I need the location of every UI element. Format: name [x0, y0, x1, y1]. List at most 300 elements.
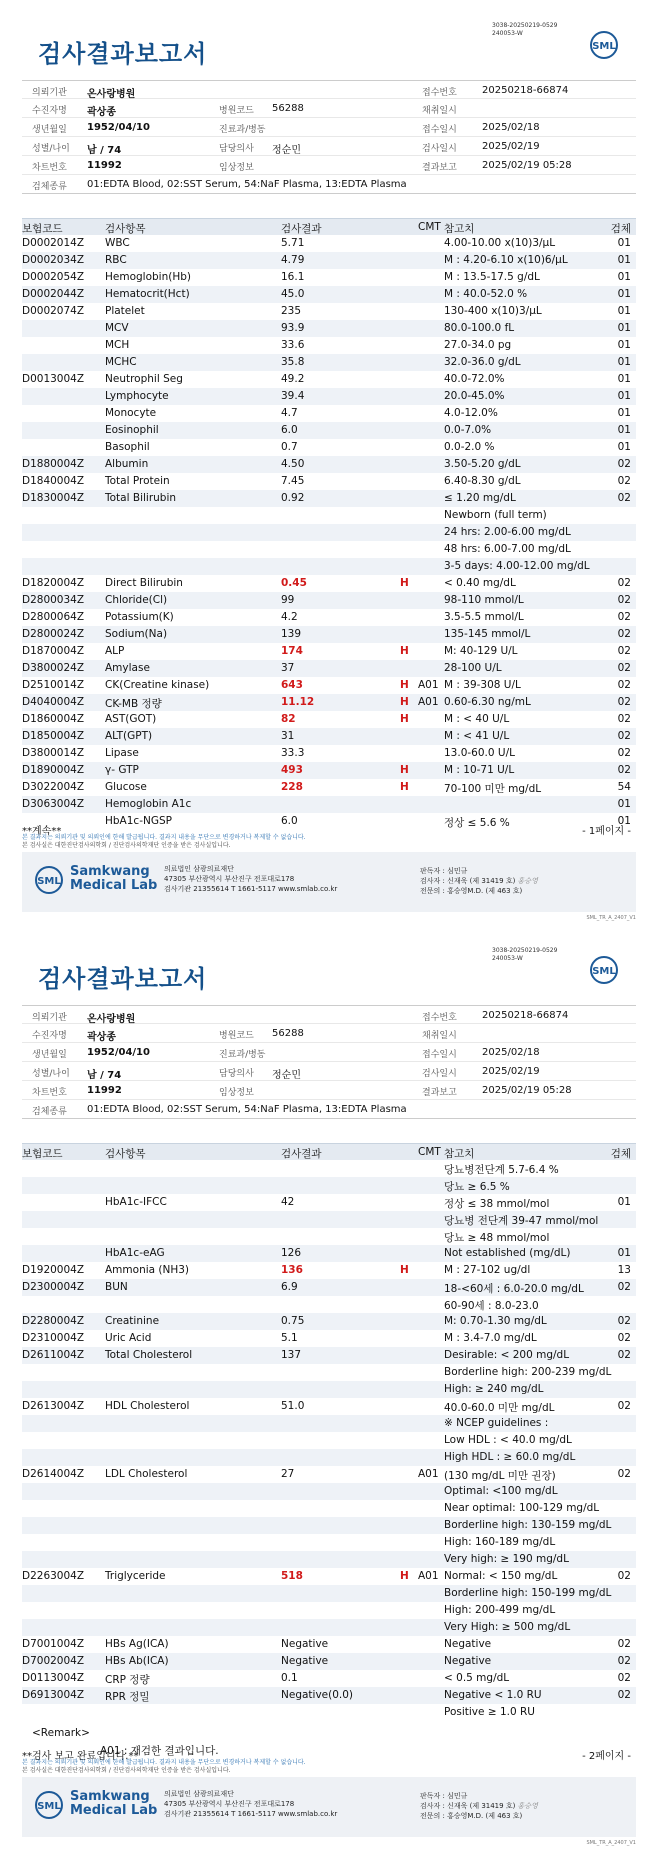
- patient-info: 의뢰기관 온사랑병원 접수번호 20250218-66874 수진자명 곽상종 병원코드 56288 채취일시 생년월일 1952/04/10 진료과/병동 접수일시 2025/02/18 성별/나이 남 / 74 담당의사 정순민 검사일시 2025/02/19 차트번호 11992 임상정보 결과보고 2025/02/19 05:28 검체종류 01:EDTA Blood, 02:SST Serum, 54:NaF Plasma, 13:EDTA Plasma: [22, 80, 636, 194]
- item-cell: HDL Cholesterol: [105, 1400, 190, 1412]
- ref-cell: High: 200-499 mg/dL: [444, 1604, 556, 1616]
- svg-text:SML: SML: [592, 966, 616, 977]
- result-cell: 33.6: [281, 339, 305, 351]
- item-cell: Chloride(Cl): [105, 594, 168, 606]
- item-cell: HBs Ab(ICA): [105, 1655, 169, 1667]
- item-cell: BUN: [105, 1281, 128, 1293]
- table-row: [22, 575, 636, 592]
- item-cell: Direct Bilirubin: [105, 577, 183, 589]
- table-row: [22, 456, 636, 473]
- sml-logo-icon: [589, 30, 619, 60]
- result-cell: 493: [281, 764, 303, 776]
- ref-cell: High: 160-189 mg/dL: [444, 1536, 556, 1548]
- table-row: [22, 354, 636, 371]
- result-cell: 5.71: [281, 237, 305, 249]
- code-cell: D1820004Z: [22, 577, 85, 589]
- table-row: [22, 558, 636, 575]
- flag-cell: H: [400, 696, 409, 708]
- table-row: [22, 1228, 636, 1245]
- ref-cell: High: ≥ 240 mg/dL: [444, 1383, 544, 1395]
- table-row: [22, 1398, 636, 1415]
- cmt-cell: A01: [418, 1570, 439, 1582]
- cmt-cell: A01: [418, 679, 439, 691]
- table-row: [22, 388, 636, 405]
- spec-cell: 01: [617, 254, 631, 266]
- result-cell: 518: [281, 1570, 303, 1582]
- flag-cell: H: [400, 713, 409, 725]
- spec-cell: 02: [617, 645, 631, 657]
- table-row: [22, 1364, 636, 1381]
- ref-cell: Very high: ≥ 190 mg/dL: [444, 1553, 569, 1565]
- table-header: 보험코드 검사항목 검사결과 CMT 참고치 검체: [22, 1143, 636, 1160]
- spec-cell: 02: [617, 611, 631, 623]
- form-code: SML_TR_A_2407_V1: [586, 1840, 636, 1846]
- ref-cell: 정상 ≤ 38 mmol/mol: [444, 1198, 550, 1210]
- item-cell: Monocyte: [105, 407, 157, 419]
- code-cell: D7001004Z: [22, 1638, 85, 1650]
- svg-text:SML: SML: [37, 1801, 61, 1812]
- spec-cell: 01: [617, 424, 631, 436]
- table-row: [22, 269, 636, 286]
- ref-cell: Newborn (full term): [444, 509, 547, 521]
- item-cell: Platelet: [105, 305, 145, 317]
- spec-cell: 02: [617, 662, 631, 674]
- lab-footer: [22, 852, 636, 912]
- ref-cell: M: 0.70-1.30 mg/dL: [444, 1315, 547, 1327]
- code-cell: D0113004Z: [22, 1672, 85, 1684]
- spec-cell: 02: [617, 679, 631, 691]
- ref-cell: 4.00-10.00 x(10)3/µL: [444, 237, 556, 249]
- result-cell: 174: [281, 645, 303, 657]
- flag-cell: H: [400, 1264, 409, 1276]
- spec-cell: 01: [617, 1196, 631, 1208]
- code-cell: D0002014Z: [22, 237, 85, 249]
- code-cell: D1830004Z: [22, 492, 85, 504]
- flag-cell: H: [400, 645, 409, 657]
- ref-cell: ※ NCEP guidelines :: [444, 1417, 549, 1429]
- item-cell: MCH: [105, 339, 130, 351]
- ref-cell: Near optimal: 100-129 mg/dL: [444, 1502, 600, 1514]
- table-row: [22, 1551, 636, 1568]
- ref-cell: Borderline high: 150-199 mg/dL: [444, 1587, 612, 1599]
- item-cell: Glucose: [105, 781, 147, 793]
- table-row: [22, 592, 636, 609]
- table-row: [22, 320, 636, 337]
- ref-cell: 당뇨 ≥ 48 mmol/mol: [444, 1232, 550, 1244]
- ref-cell: 당뇨병 전단계 39-47 mmol/mol: [444, 1215, 599, 1227]
- ref-cell: 6.40-8.30 g/dL: [444, 475, 521, 487]
- ref-cell: 20.0-45.0%: [444, 390, 505, 402]
- code-cell: D2614004Z: [22, 1468, 85, 1480]
- result-cell: 0.1: [281, 1672, 298, 1684]
- code-cell: D1880004Z: [22, 458, 85, 470]
- ref-cell: 3-5 days: 4.00-12.00 mg/dL: [444, 560, 590, 572]
- document-id: 3038-20250219-0529 240053-W: [492, 22, 558, 37]
- item-cell: LDL Cholesterol: [105, 1468, 188, 1480]
- sex-age-value: 남 / 74: [87, 145, 122, 156]
- result-cell: 235: [281, 305, 302, 317]
- spec-cell: 02: [617, 492, 631, 504]
- table-row: [22, 694, 636, 711]
- ref-cell: 48 hrs: 6.00-7.00 mg/dL: [444, 543, 571, 555]
- ref-cell: Negative: [444, 1655, 492, 1667]
- report-date: 2025/02/19 05:28: [482, 160, 572, 171]
- table-row: [22, 252, 636, 269]
- ref-cell: M : 27-102 ug/dl: [444, 1264, 531, 1276]
- ref-cell: 32.0-36.0 g/dL: [444, 356, 521, 368]
- result-cell: 27: [281, 1468, 295, 1480]
- table-row: [22, 405, 636, 422]
- result-cell: 31: [281, 730, 295, 742]
- ref-cell: M : 13.5-17.5 g/dL: [444, 271, 540, 283]
- table-row: [22, 643, 636, 660]
- spec-cell: 02: [617, 577, 631, 589]
- table-row: [22, 303, 636, 320]
- sml-footer-logo-icon: [34, 1790, 64, 1820]
- spec-cell: 01: [617, 798, 631, 810]
- item-cell: MCV: [105, 322, 129, 334]
- table-row: [22, 1534, 636, 1551]
- item-cell: Albumin: [105, 458, 149, 470]
- ref-cell: High HDL : ≥ 60.0 mg/dL: [444, 1451, 576, 1463]
- remark-label: <Remark>: [32, 1727, 90, 1739]
- item-cell: ALP: [105, 645, 125, 657]
- spec-cell: 02: [617, 1689, 631, 1701]
- client-value: 온사랑병원: [87, 89, 136, 100]
- ref-cell: M : 3.4-7.0 mg/dL: [444, 1332, 537, 1344]
- item-cell: γ- GTP: [105, 764, 139, 776]
- lab-name: Samkwang Medical Lab: [70, 864, 158, 893]
- item-cell: HBs Ag(ICA): [105, 1638, 169, 1650]
- ref-cell: 135-145 mmol/L: [444, 628, 531, 640]
- item-cell: RBC: [105, 254, 127, 266]
- table-row: [22, 1330, 636, 1347]
- code-cell: D2800024Z: [22, 628, 85, 640]
- spec-cell: 01: [617, 441, 631, 453]
- page-1-footer-text: **계속** - 1페이지 - 본 결과지는 의뢰기관 및 의뢰인에 한해 발급됩니다. 결과지 내용을 무단으로 변경하거나 복제할 수 없습니다. 본 검사실은 대한진단검사의학회 / 진단검사의학재단 인증을 받은 검사실입니다.: [22, 822, 636, 850]
- ref-cell: M : 4.20-6.10 x(10)6/µL: [444, 254, 568, 266]
- spec-cell: 01: [617, 322, 631, 334]
- patient-name: 곽상종: [87, 107, 116, 118]
- ref-cell: 당뇨 ≥ 6.5 %: [444, 1181, 510, 1193]
- table-row: [22, 490, 636, 507]
- spec-cell: 02: [617, 1400, 631, 1412]
- table-row: [22, 1619, 636, 1636]
- spec-cell: 02: [617, 713, 631, 725]
- page-title: 검사결과보고서: [38, 40, 208, 68]
- lab-address: 의료법인 삼광의료재단 47305 부산광역시 부산진구 전포대로178 검사기관 21355614 T 1661-5117 www.smlab.co.kr: [164, 865, 338, 893]
- spec-cell: 01: [617, 339, 631, 351]
- result-cell: 39.4: [281, 390, 305, 402]
- spec-cell: 13: [617, 1264, 631, 1276]
- code-cell: D1860004Z: [22, 713, 85, 725]
- spec-cell: 02: [617, 475, 631, 487]
- result-cell: 0.92: [281, 492, 305, 504]
- table-row: [22, 1279, 636, 1296]
- item-cell: Ammonia (NH3): [105, 1264, 190, 1276]
- result-cell: 136: [281, 1264, 303, 1276]
- lab-address: 의료법인 삼광의료재단 47305 부산광역시 부산진구 전포대로178 검사기관 21355614 T 1661-5117 www.smlab.co.kr: [164, 1790, 338, 1818]
- result-cell: 37: [281, 662, 295, 674]
- spec-cell: 02: [617, 730, 631, 742]
- result-cell: 137: [281, 1349, 302, 1361]
- page-2-footer-text: **검사 보고 완료입니다.** - 2페이지 - 본 결과지는 의뢰기관 및 의뢰인에 한해 발급됩니다. 결과지 내용을 무단으로 변경하거나 복제할 수 없습니다. 본 검사실은 대한진단검사의학회 / 진단검사의학재단 인증을 받은 검사실입니다.: [22, 1747, 636, 1775]
- code-cell: D1890004Z: [22, 764, 85, 776]
- result-cell: 7.45: [281, 475, 305, 487]
- ref-cell: 18-<60세 : 6.0-20.0 mg/dL: [444, 1283, 584, 1295]
- result-cell: Negative: [281, 1655, 329, 1667]
- item-cell: Sodium(Na): [105, 628, 168, 640]
- table-row: [22, 541, 636, 558]
- code-cell: D3800024Z: [22, 662, 85, 674]
- item-cell: CK-MB 정량: [105, 698, 162, 710]
- item-cell: CRP 정량: [105, 1674, 150, 1686]
- cmt-cell: A01: [418, 696, 439, 708]
- result-cell: 4.7: [281, 407, 298, 419]
- spec-cell: 02: [617, 764, 631, 776]
- spec-cell: 02: [617, 1281, 631, 1293]
- code-cell: D1920004Z: [22, 1264, 85, 1276]
- code-cell: D0002044Z: [22, 288, 85, 300]
- table-row: [22, 1432, 636, 1449]
- code-cell: D2280004Z: [22, 1315, 85, 1327]
- sml-footer-logo-icon: [34, 865, 64, 895]
- spec-cell: 02: [617, 594, 631, 606]
- result-cell: 82: [281, 713, 296, 725]
- ref-cell: M : 10-71 U/L: [444, 764, 515, 776]
- table-row: [22, 1670, 636, 1687]
- code-cell: D2613004Z: [22, 1400, 85, 1412]
- code-cell: D6913004Z: [22, 1689, 85, 1701]
- complete-label: **검사 보고 완료입니다.**: [22, 1751, 139, 1762]
- result-cell: 42: [281, 1196, 295, 1208]
- code-cell: D0002074Z: [22, 305, 85, 317]
- chart-number: 11992: [87, 160, 122, 171]
- ref-cell: 0.0-2.0 %: [444, 441, 495, 453]
- table-row: [22, 1347, 636, 1364]
- remark-text: A01 : 재검한 결과입니다.: [100, 1745, 219, 1757]
- doctor-name: 정순민: [272, 145, 301, 156]
- ref-cell: Negative: [444, 1638, 492, 1650]
- item-cell: Hematocrit(Hct): [105, 288, 190, 300]
- spec-cell: 02: [617, 1638, 631, 1650]
- ref-cell: M : 39-308 U/L: [444, 679, 521, 691]
- ref-cell: Low HDL : < 40.0 mg/dL: [444, 1434, 572, 1446]
- spec-cell: 01: [617, 271, 631, 283]
- result-cell: 11.12: [281, 696, 315, 708]
- results-table-1: [22, 218, 636, 830]
- receipt-date: 2025/02/18: [482, 122, 540, 133]
- dob-value: 1952/04/10: [87, 122, 150, 133]
- form-code: SML_TR_A_2407_V1: [586, 915, 636, 921]
- flag-cell: H: [400, 1570, 409, 1582]
- ref-cell: M : 40.0-52.0 %: [444, 288, 528, 300]
- ref-cell: < 0.40 mg/dL: [444, 577, 516, 589]
- code-cell: D2611004Z: [22, 1349, 85, 1361]
- ref-cell: 정상 ≤ 5.6 %: [444, 817, 510, 829]
- flag-cell: H: [400, 781, 409, 793]
- spec-cell: 01: [617, 373, 631, 385]
- table-row: [22, 1245, 636, 1262]
- ref-cell: 27.0-34.0 pg: [444, 339, 512, 351]
- code-cell: D0002054Z: [22, 271, 85, 283]
- item-cell: WBC: [105, 237, 130, 249]
- spec-cell: 01: [617, 390, 631, 402]
- item-cell: RPR 정밀: [105, 1691, 150, 1703]
- table-row: [22, 1449, 636, 1466]
- item-cell: CK(Creatine kinase): [105, 679, 210, 691]
- remark-label-row: [22, 1725, 636, 1741]
- code-cell: D1850004Z: [22, 730, 85, 742]
- table-row: [22, 660, 636, 677]
- table-row: [22, 1381, 636, 1398]
- ref-cell: 70-100 미만 mg/dL: [444, 783, 542, 795]
- item-cell: HbA1c-IFCC: [105, 1196, 167, 1208]
- item-cell: Total Bilirubin: [105, 492, 177, 504]
- result-cell: 99: [281, 594, 295, 606]
- result-cell: 93.9: [281, 322, 305, 334]
- flag-cell: H: [400, 764, 409, 776]
- code-cell: D0002034Z: [22, 254, 85, 266]
- lab-name: Samkwang Medical Lab: [70, 1789, 158, 1818]
- item-cell: AST(GOT): [105, 713, 157, 725]
- page-title: 검사결과보고서: [38, 965, 208, 993]
- document-id: 3038-20250219-0529 240053-W: [492, 947, 558, 962]
- result-cell: 6.0: [281, 815, 298, 827]
- spec-cell: 01: [617, 288, 631, 300]
- table-row: [22, 677, 636, 694]
- ref-cell: Very High: ≥ 500 mg/dL: [444, 1621, 571, 1633]
- spec-cell: 01: [617, 407, 631, 419]
- item-cell: Amylase: [105, 662, 150, 674]
- ref-cell: M : < 40 U/L: [444, 713, 510, 725]
- result-cell: 228: [281, 781, 303, 793]
- result-cell: 643: [281, 679, 303, 691]
- table-row: [22, 745, 636, 762]
- table-row: [22, 286, 636, 303]
- table-row: [22, 1160, 636, 1177]
- item-cell: Creatinine: [105, 1315, 160, 1327]
- flag-cell: H: [400, 679, 409, 691]
- code-cell: D3063004Z: [22, 798, 85, 810]
- ref-cell: 0.0-7.0%: [444, 424, 492, 436]
- item-cell: Total Cholesterol: [105, 1349, 193, 1361]
- table-row: [22, 1415, 636, 1432]
- result-cell: 6.0: [281, 424, 298, 436]
- ref-cell: (130 mg/dL 미만 권장): [444, 1470, 556, 1482]
- code-cell: D1840004Z: [22, 475, 85, 487]
- ref-cell: 당뇨병전단계 5.7-6.4 %: [444, 1164, 559, 1176]
- signature: 홍승영: [517, 1802, 538, 1810]
- code-cell: D2263004Z: [22, 1570, 85, 1582]
- item-cell: Triglyceride: [105, 1570, 166, 1582]
- table-row: [22, 439, 636, 456]
- result-cell: 0.75: [281, 1315, 305, 1327]
- table-row: [22, 1194, 636, 1211]
- table-row: [22, 337, 636, 354]
- code-cell: D1870004Z: [22, 645, 85, 657]
- table-row: [22, 1483, 636, 1500]
- item-cell: MCHC: [105, 356, 137, 368]
- code-cell: D0013004Z: [22, 373, 85, 385]
- table-row: [22, 371, 636, 388]
- spec-cell: 02: [617, 1672, 631, 1684]
- svg-text:SML: SML: [592, 41, 616, 52]
- result-cell: 16.1: [281, 271, 305, 283]
- item-cell: Basophil: [105, 441, 150, 453]
- table-row: [22, 507, 636, 524]
- ref-cell: 80.0-100.0 fL: [444, 322, 515, 334]
- signatures: 판독자 : 심민규 검사자 : 신재욱 (제 31419 호) 홍승영 전문의 : 홍승영M.D. (제 463 호): [420, 1792, 538, 1820]
- table-row: [22, 609, 636, 626]
- spec-cell: 02: [617, 1570, 631, 1582]
- item-cell: Uric Acid: [105, 1332, 152, 1344]
- result-cell: 4.79: [281, 254, 305, 266]
- ref-cell: Borderline high: 200-239 mg/dL: [444, 1366, 612, 1378]
- result-cell: 5.1: [281, 1332, 298, 1344]
- lab-footer: [22, 1777, 636, 1837]
- table-row: [22, 1585, 636, 1602]
- result-cell: 139: [281, 628, 302, 640]
- spec-cell: 02: [617, 747, 631, 759]
- ref-cell: Borderline high: 130-159 mg/dL: [444, 1519, 612, 1531]
- item-cell: Neutrophil Seg: [105, 373, 183, 385]
- table-row: [22, 1687, 636, 1704]
- ref-cell: Not established (mg/dL): [444, 1247, 571, 1259]
- table-row: [22, 1517, 636, 1534]
- hospital-code: 56288: [272, 103, 304, 114]
- result-cell: 35.8: [281, 356, 305, 368]
- ref-cell: < 0.5 mg/dL: [444, 1672, 510, 1684]
- spec-cell: 02: [617, 1468, 631, 1480]
- result-cell: 51.0: [281, 1400, 305, 1412]
- sml-logo-icon: [589, 955, 619, 985]
- spec-cell: 02: [617, 1332, 631, 1344]
- table-row: [22, 1602, 636, 1619]
- specimen-types: 01:EDTA Blood, 02:SST Serum, 54:NaF Plasma, 13:EDTA Plasma: [87, 179, 407, 190]
- spec-cell: 54: [617, 781, 631, 793]
- ref-cell: Positive ≥ 1.0 RU: [444, 1706, 535, 1718]
- result-cell: 4.50: [281, 458, 305, 470]
- table-row: [22, 1296, 636, 1313]
- item-cell: Hemoglobin A1c: [105, 798, 192, 810]
- ref-cell: Optimal: <100 mg/dL: [444, 1485, 558, 1497]
- cmt-cell: A01: [418, 1468, 439, 1480]
- item-cell: Potassium(K): [105, 611, 174, 623]
- result-cell: 33.3: [281, 747, 305, 759]
- ref-cell: 4.0-12.0%: [444, 407, 498, 419]
- ref-cell: Desirable: < 200 mg/dL: [444, 1349, 570, 1361]
- item-cell: Total Protein: [105, 475, 170, 487]
- result-cell: 126: [281, 1247, 302, 1259]
- item-cell: Lymphocyte: [105, 390, 169, 402]
- results-table-2: [22, 1143, 636, 1757]
- spec-cell: 01: [617, 1247, 631, 1259]
- table-row: [22, 728, 636, 745]
- table-row: [22, 422, 636, 439]
- spec-cell: 02: [617, 696, 631, 708]
- table-row: [22, 796, 636, 813]
- spec-cell: 02: [617, 1315, 631, 1327]
- spec-cell: 02: [617, 628, 631, 640]
- test-date: 2025/02/19: [482, 141, 540, 152]
- result-cell: 49.2: [281, 373, 305, 385]
- ref-cell: 98-110 mmol/L: [444, 594, 524, 606]
- table-row: [22, 779, 636, 796]
- spec-cell: 02: [617, 1349, 631, 1361]
- patient-info: 의뢰기관 온사랑병원 접수번호 20250218-66874 수진자명 곽상종 병원코드 56288 채취일시 생년월일 1952/04/10 진료과/병동 접수일시 2025/02/18 성별/나이 남 / 74 담당의사 정순민 검사일시 2025/02/19 차트번호 11992 임상정보 결과보고 2025/02/19 05:28 검체종류 01:EDTA Blood, 02:SST Serum, 54:NaF Plasma, 13:EDTA Plasma: [22, 1005, 636, 1119]
- table-row: [22, 1177, 636, 1194]
